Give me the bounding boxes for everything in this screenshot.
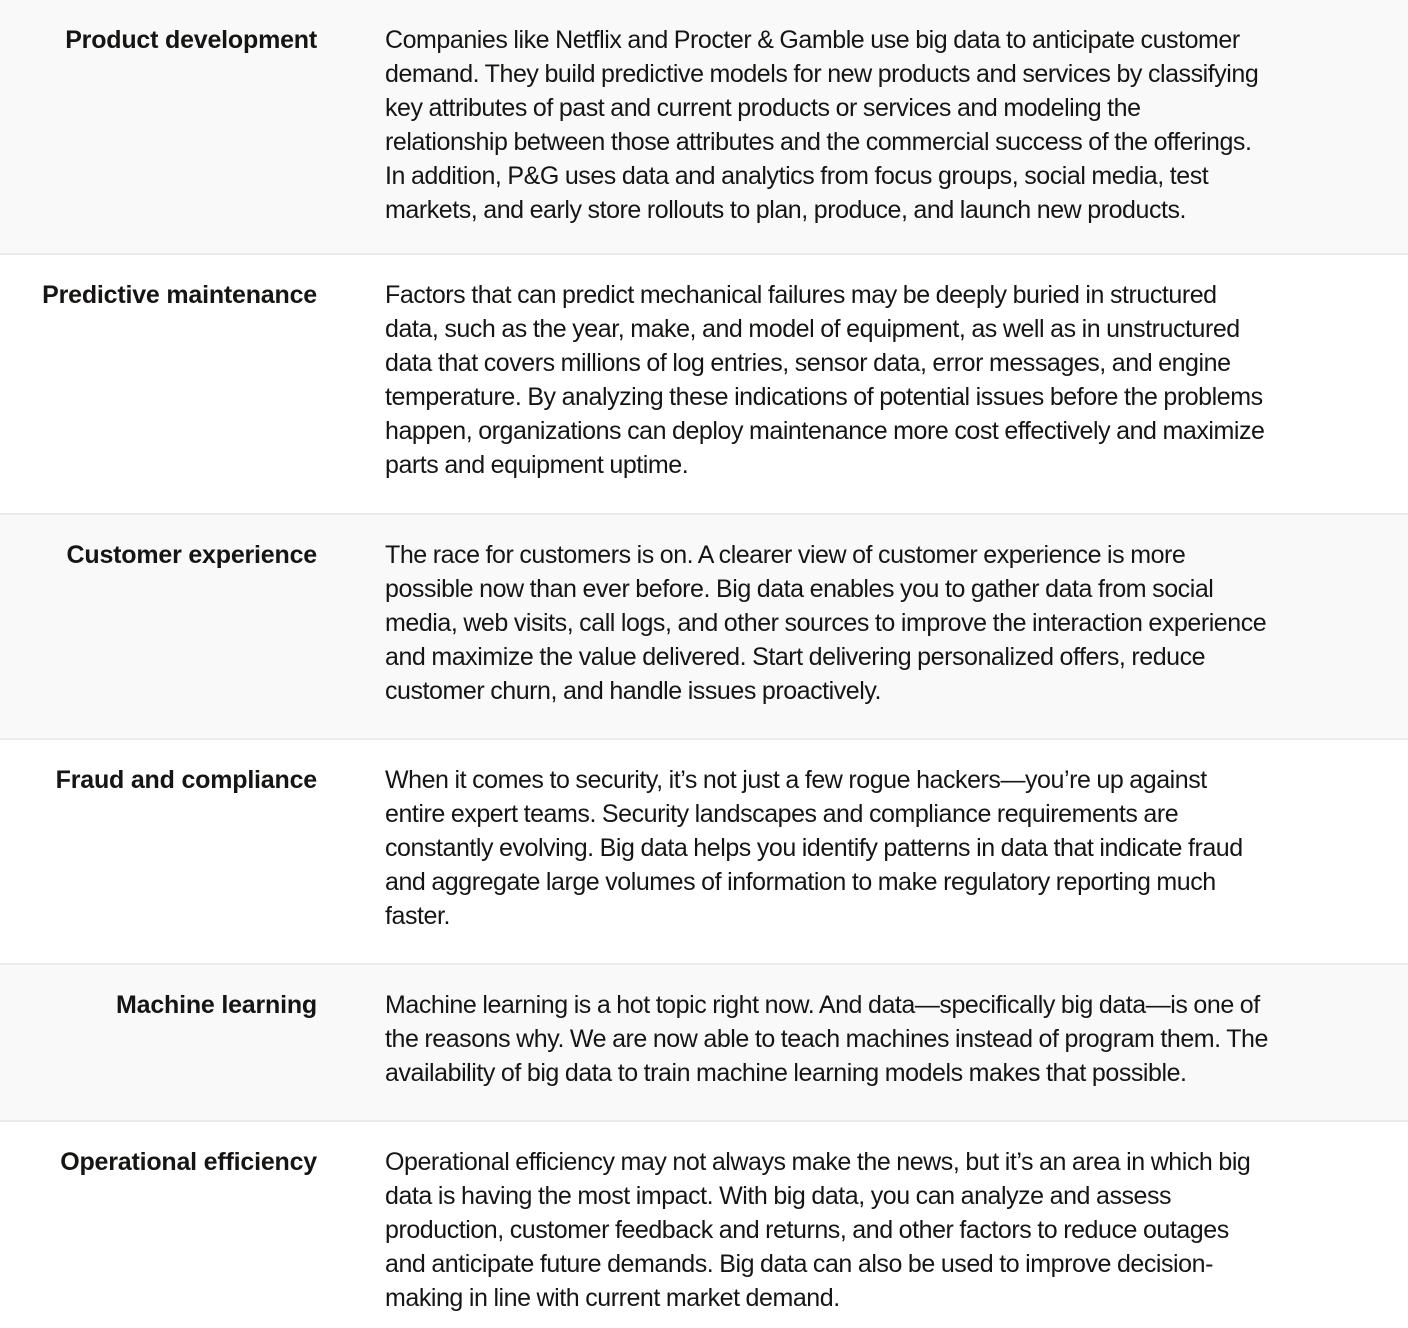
table-row-fraud-and-compliance [0, 740, 1408, 965]
table-row-predictive-maintenance [0, 255, 1408, 515]
description-line: the reasons why. We are now able to teach machines instead of program them. The [385, 1025, 1268, 1053]
row-label: Customer experience [66, 541, 317, 569]
row-description [385, 1145, 1385, 1315]
description-line: key attributes of past and current products or services and modeling the [385, 94, 1141, 122]
row-label: Predictive maintenance [42, 281, 317, 309]
row-description [385, 763, 1385, 933]
description-line: demand. They build predictive models for new products and services by classifying [385, 60, 1259, 88]
description-line: Factors that can predict mechanical failures may be deeply buried in structured [385, 281, 1217, 309]
row-description [385, 538, 1385, 708]
description-line: data is having the most impact. With big data, you can analyze and assess [385, 1182, 1172, 1210]
row-label: Product development [65, 26, 317, 54]
row-label: Fraud and compliance [55, 766, 317, 794]
table-row-customer-experience [0, 515, 1408, 740]
description-line: and aggregate large volumes of information to make regulatory reporting much [385, 868, 1216, 896]
row-description [385, 988, 1385, 1090]
description-line: possible now than ever before. Big data enables you to gather data from social [385, 575, 1214, 603]
description-line: production, customer feedback and returns, and other factors to reduce outages [385, 1216, 1229, 1244]
table-row-product-development [0, 0, 1408, 255]
description-line: Companies like Netflix and Procter & Gamble use big data to anticipate customer [385, 26, 1240, 54]
table-row-machine-learning [0, 965, 1408, 1122]
description-line: media, web visits, call logs, and other sources to improve the interaction experience [385, 609, 1267, 637]
description-line: and maximize the value delivered. Start delivering personalized offers, reduce [385, 643, 1206, 671]
description-line: customer churn, and handle issues proactively. [385, 677, 882, 705]
row-label: Operational efficiency [60, 1148, 317, 1176]
description-line: Operational efficiency may not always make the news, but it’s an area in which big [385, 1148, 1251, 1176]
description-line: making in line with current market demand. [385, 1284, 840, 1312]
description-line: temperature. By analyzing these indications of potential issues before the problems [385, 383, 1263, 411]
description-line: constantly evolving. Big data helps you identify patterns in data that indicate fraud [385, 834, 1243, 862]
row-description [385, 23, 1385, 227]
table-row-operational-efficiency [0, 1122, 1408, 1328]
row-description [385, 278, 1385, 482]
description-line: When it comes to security, it’s not just a few rogue hackers—you’re up against [385, 766, 1207, 794]
description-line: and anticipate future demands. Big data can also be used to improve decision- [385, 1250, 1213, 1278]
description-line: markets, and early store rollouts to plan, produce, and launch new products. [385, 196, 1187, 224]
description-line: The race for customers is on. A clearer view of customer experience is more [385, 541, 1186, 569]
description-line: In addition, P&G uses data and analytics from focus groups, social media, test [385, 162, 1209, 190]
description-line: availability of big data to train machine learning models makes that possible. [385, 1059, 1187, 1087]
row-label: Machine learning [115, 991, 317, 1019]
description-line: Machine learning is a hot topic right now. And data—specifically big data—is one of [385, 991, 1260, 1019]
description-line: happen, organizations can deploy maintenance more cost effectively and maximize [385, 417, 1265, 445]
description-line: relationship between those attributes and the commercial success of the offerings. [385, 128, 1252, 156]
description-line: data, such as the year, make, and model of equipment, as well as in unstructured [385, 315, 1240, 343]
description-line: data that covers millions of log entries, sensor data, error messages, and engine [385, 349, 1231, 377]
description-line: faster. [385, 902, 450, 930]
description-line: entire expert teams. Security landscapes and compliance requirements are [385, 800, 1179, 828]
description-line: parts and equipment uptime. [385, 451, 689, 479]
